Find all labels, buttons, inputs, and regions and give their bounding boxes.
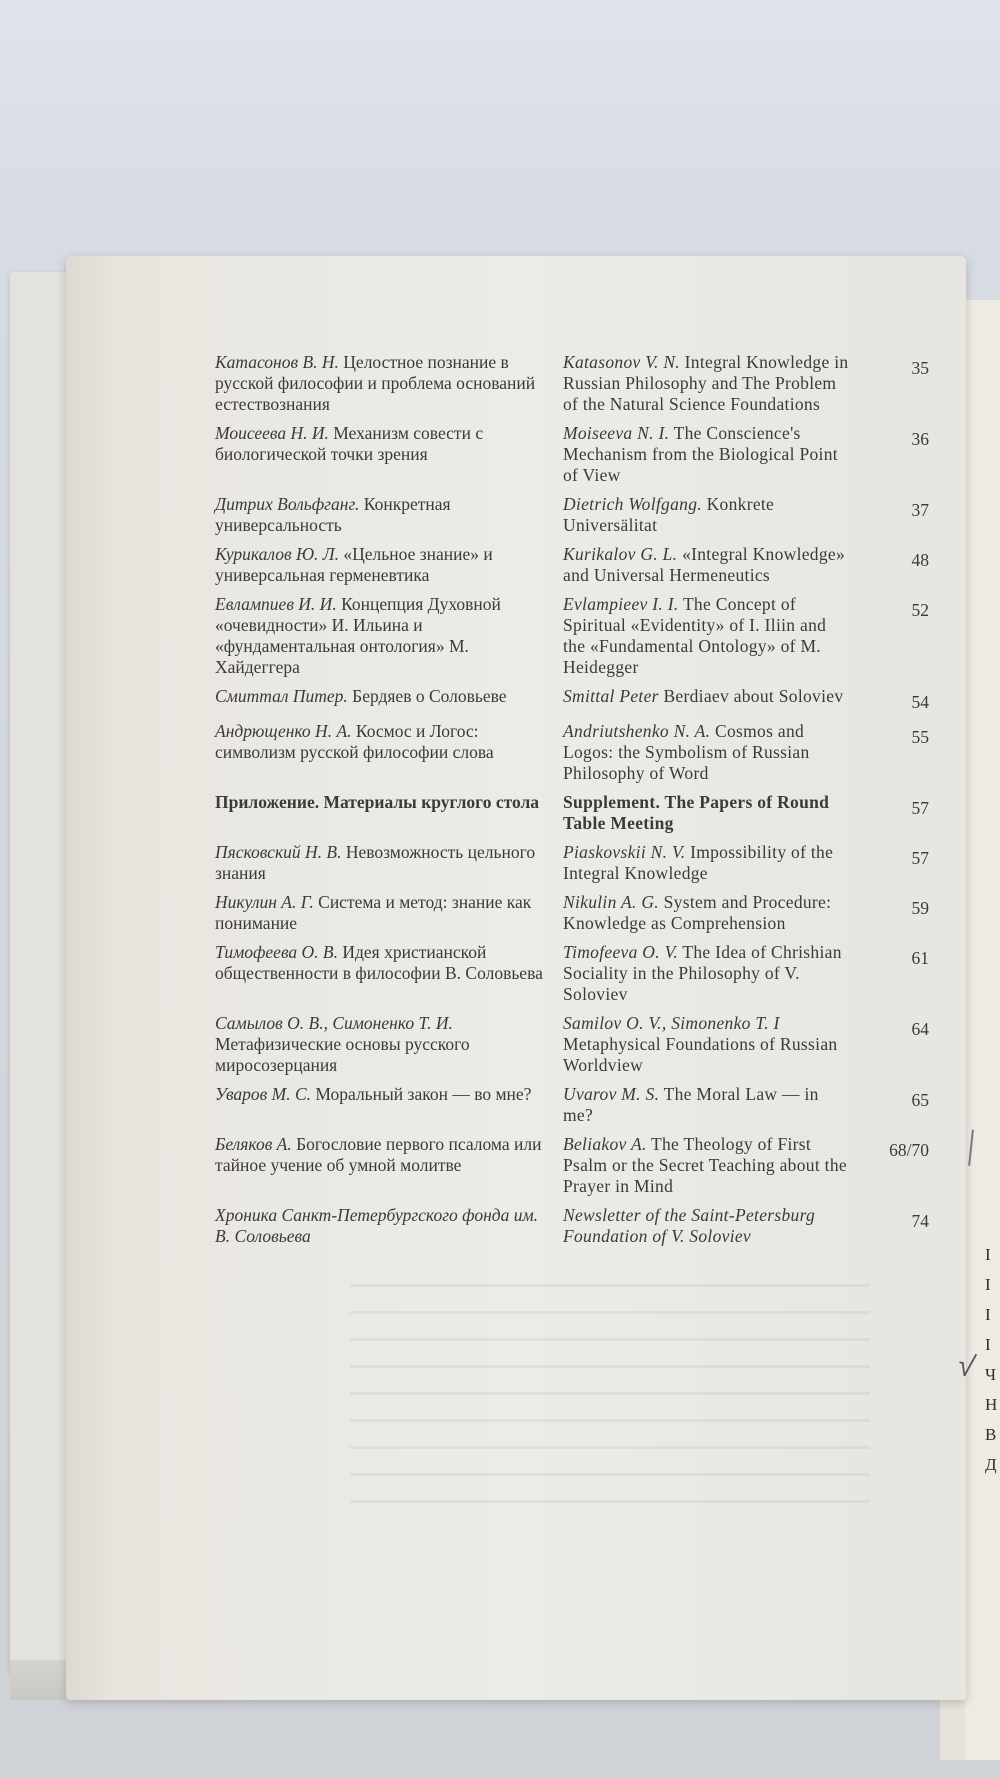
- toc-author-russian: Никулин А. Г.: [215, 892, 314, 912]
- handwritten-mark: √: [954, 1348, 978, 1385]
- toc-title-english: The Theology of First Psalm or the Secret Teaching about the Prayer in Mind: [563, 1134, 847, 1196]
- toc-entry-russian: [215, 594, 555, 678]
- toc-entry: [215, 352, 935, 415]
- toc-page-number: 57: [911, 848, 929, 868]
- toc-title-english: The Concept of Spiritual «Evidentity» of I. Iliin and the «Fundamental Ontology» of M. Heidegger: [563, 594, 827, 677]
- edge-letter: I: [985, 1245, 991, 1264]
- toc-entry-english: [563, 1134, 851, 1197]
- toc-author-russian: Дитрих Вольфганг.: [215, 494, 360, 514]
- toc-title-russian: Богословие первого псалома или тайное учение об умной молитве: [215, 1134, 542, 1175]
- toc-entry-english: [563, 423, 851, 486]
- toc-author-russian: Моисеева Н. И.: [215, 423, 329, 443]
- toc-title-russian: Невозможность цельного знания: [215, 842, 536, 883]
- toc-entry-russian: [215, 792, 555, 813]
- toc-entry-russian: [215, 423, 555, 465]
- toc-title-english: The Conscience's Mechanism from the Biological Point of View: [563, 423, 838, 485]
- table-of-contents: [215, 352, 935, 1255]
- toc-author-english: Moiseeva N. I.: [563, 423, 670, 443]
- toc-entry: [215, 1205, 935, 1247]
- toc-author-russian: Евлампиев И. И.: [215, 594, 337, 614]
- toc-entry-english: [563, 1013, 851, 1076]
- toc-author-english: Beliakov A.: [563, 1134, 647, 1154]
- toc-entry-english: [563, 544, 851, 586]
- edge-letter: Ч: [985, 1365, 997, 1384]
- toc-title-english: Konkrete Universälitat: [563, 494, 775, 535]
- toc-author-english: Samilov O. V., Simonenko T. I: [563, 1013, 780, 1033]
- toc-title-russian: Идея христианской общественности в философии В. Соловьева: [215, 942, 543, 983]
- toc-author-russian: Смиттал Питер.: [215, 686, 348, 706]
- toc-page-number: 52: [911, 600, 929, 620]
- bleed-through-text: [350, 1260, 870, 1510]
- toc-entry-russian: [215, 721, 555, 763]
- toc-entry-english: [563, 352, 851, 415]
- toc-page-number: 57: [911, 798, 929, 818]
- toc-page-number: 64: [911, 1019, 929, 1039]
- toc-author-russian: Курикалов Ю. Л.: [215, 544, 340, 564]
- toc-page-number: 68/70: [889, 1140, 929, 1160]
- toc-author-english: Uvarov M. S.: [563, 1084, 660, 1104]
- toc-page-number: 65: [911, 1090, 929, 1110]
- toc-title-russian: Целостное познание в русской философии и проблема оснований естествознания: [215, 352, 536, 414]
- toc-entry: [215, 842, 935, 884]
- toc-title-english: Cosmos and Logos: the Symbolism of Russian Philosophy of Word: [563, 721, 810, 783]
- toc-page-number: 61: [911, 948, 929, 968]
- toc-title-english: Impossibility of the Integral Knowledge: [563, 842, 834, 883]
- toc-entry-english: [563, 594, 851, 678]
- toc-entry-english: [563, 1205, 851, 1247]
- toc-author-english: Katasonov V. N.: [563, 352, 680, 372]
- toc-author-english: Smittal Peter: [563, 686, 659, 706]
- toc-author-english: Evlampieev I. I.: [563, 594, 679, 614]
- toc-entry: [215, 594, 935, 678]
- toc-entry-english: [563, 842, 851, 884]
- toc-entry-english: [563, 942, 851, 1005]
- toc-author-russian: Хроника Санкт-Петербургского фонда им. В. Соловьева: [215, 1205, 539, 1246]
- toc-author-english: Andriutshenko N. A.: [563, 721, 711, 741]
- toc-author-russian: Самылов О. В., Симоненко Т. И.: [215, 1013, 453, 1033]
- adjacent-page-edge: [965, 300, 1000, 1760]
- toc-title-russian: Конкретная универсальность: [215, 494, 451, 535]
- toc-entry: [215, 1084, 935, 1126]
- edge-letter: I: [985, 1275, 991, 1294]
- toc-title-english: Metaphysical Foundations of Russian Worldview: [563, 1034, 838, 1075]
- toc-entry-english: [563, 721, 851, 784]
- toc-entry-russian: [215, 494, 555, 536]
- toc-author-english: Piaskovskii N. V.: [563, 842, 686, 862]
- toc-author-russian: Пясковский Н. В.: [215, 842, 342, 862]
- toc-author-english: Kurikalov G. L.: [563, 544, 678, 564]
- adjacent-page-letters: [985, 1240, 997, 1480]
- toc-title-english: The Idea of Chrishian Sociality in the Philosophy of V. Soloviev: [563, 942, 842, 1004]
- toc-author-russian: Катасонов В. Н.: [215, 352, 339, 372]
- toc-author-russian: Андрющенко Н. А.: [215, 721, 352, 741]
- toc-page-number: 55: [911, 727, 929, 747]
- toc-entry-russian: [215, 842, 555, 884]
- toc-entry: [215, 494, 935, 536]
- toc-title-russian: Концепция Духовной «очевидности» И. Ильина и «фундаментальная онтология» М. Хайдеггера: [215, 594, 501, 677]
- toc-entry: [215, 721, 935, 784]
- toc-entry-russian: [215, 1205, 555, 1247]
- toc-page-number: 48: [911, 550, 929, 570]
- toc-title-russian: Бердяев о Соловьеве: [352, 686, 507, 706]
- toc-title-english: Integral Knowledge in Russian Philosophy and The Problem of the Natural Science Foundations: [563, 352, 849, 414]
- toc-entry-russian: [215, 544, 555, 586]
- toc-entry-english: [563, 494, 851, 536]
- toc-author-russian: Тимофеева О. В.: [215, 942, 338, 962]
- toc-entry-russian: [215, 1013, 555, 1076]
- toc-page-number: 36: [911, 429, 929, 449]
- toc-title-english: Berdiaev about Soloviev: [663, 686, 844, 706]
- toc-entry: [215, 792, 935, 834]
- toc-title-russian: Космос и Логос: символизм русской философии слова: [215, 721, 494, 762]
- toc-entry: [215, 423, 935, 486]
- toc-page-number: 59: [911, 898, 929, 918]
- toc-title-russian: Метафизические основы русского миросозерцания: [215, 1034, 470, 1075]
- toc-entry-english: [563, 686, 851, 707]
- toc-author-english: Newsletter of the Saint-Petersburg Foundation of V. Soloviev: [563, 1205, 816, 1246]
- toc-entry: [215, 544, 935, 586]
- toc-author-english: Dietrich Wolfgang.: [563, 494, 702, 514]
- toc-title-english: Supplement. The Papers of Round Table Meeting: [563, 792, 830, 833]
- toc-entry: [215, 1013, 935, 1076]
- edge-letter: Н: [985, 1395, 998, 1414]
- toc-author-russian: Беляков А.: [215, 1134, 292, 1154]
- edge-letter: I: [985, 1335, 991, 1354]
- toc-author-english: Timofeeva O. V.: [563, 942, 679, 962]
- toc-author-russian: Уваров М. С.: [215, 1084, 312, 1104]
- edge-letter: В: [985, 1425, 997, 1444]
- toc-page-number: 74: [911, 1211, 929, 1231]
- toc-entry: [215, 892, 935, 934]
- toc-title-russian: Механизм совести с биологической точки зрения: [215, 423, 484, 464]
- toc-entry-russian: [215, 892, 555, 934]
- toc-page-number: 35: [911, 358, 929, 378]
- toc-title-russian: Система и метод: знание как понимание: [215, 892, 532, 933]
- toc-page-number: 54: [911, 692, 929, 712]
- toc-entry-russian: [215, 1084, 555, 1105]
- edge-letter: I: [985, 1305, 991, 1324]
- toc-title-russian: Приложение. Материалы круглого стола: [215, 792, 540, 812]
- toc-entry-english: [563, 1084, 851, 1126]
- toc-entry-english: [563, 892, 851, 934]
- toc-page-number: 37: [911, 500, 929, 520]
- toc-entry: [215, 1134, 935, 1197]
- edge-letter: Д: [985, 1455, 997, 1474]
- toc-entry-russian: [215, 1134, 555, 1176]
- toc-title-english: The Moral Law — in me?: [563, 1084, 819, 1125]
- toc-entry-russian: [215, 686, 555, 707]
- toc-title-russian: «Цельное знание» и универсальная герменевтика: [215, 544, 493, 585]
- toc-title-english: System and Procedure: Knowledge as Comprehension: [563, 892, 832, 933]
- toc-title-english: «Integral Knowledge» and Universal Hermeneutics: [563, 544, 846, 585]
- toc-entry-english: [563, 792, 851, 834]
- toc-entry: [215, 686, 935, 713]
- toc-author-english: Nikulin A. G.: [563, 892, 659, 912]
- toc-title-russian: Моральный закон — во мне?: [315, 1084, 532, 1104]
- toc-entry: [215, 942, 935, 1005]
- toc-entry-russian: [215, 942, 555, 984]
- toc-entry-russian: [215, 352, 555, 415]
